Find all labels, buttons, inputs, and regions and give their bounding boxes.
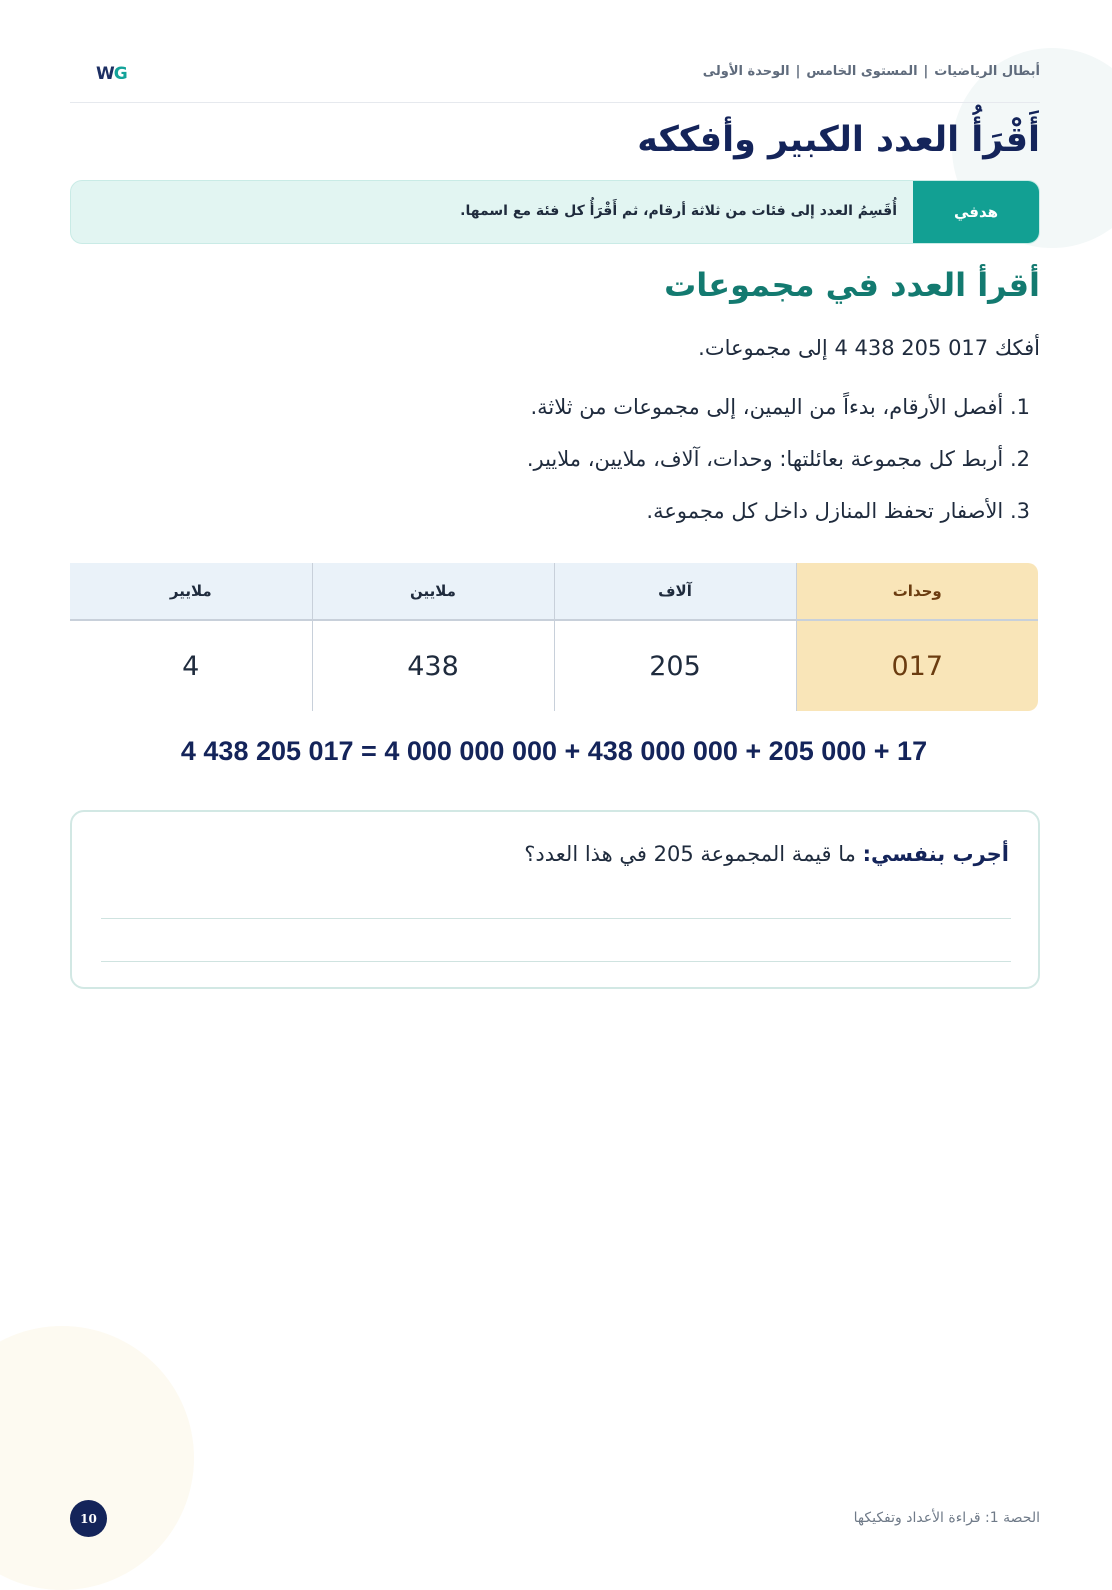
try-label: أجرب بنفسي: — [862, 842, 1009, 866]
breadcrumb-separator: | — [795, 64, 801, 79]
logo: WG — [96, 64, 127, 84]
answer-line[interactable] — [101, 918, 1011, 919]
number-groups-table — [70, 563, 1038, 711]
try-question: ما قيمة المجموعة 205 في هذا العدد؟ — [524, 842, 856, 866]
header-thousands: آلاف — [554, 563, 796, 620]
cell-thousands: 205 — [554, 620, 796, 711]
goal-text: أُقَسِمُ العدد إلى فئات من ثلاثة أرقام، ثم أَقْرَأُ كل فئة مع اسمها. — [460, 203, 897, 219]
steps-list — [527, 392, 1030, 548]
page-number: 10 — [70, 1500, 107, 1537]
goal-label: هدفي — [913, 181, 1039, 243]
cell-billions: 4 — [182, 650, 200, 682]
breadcrumb-item-level: المستوى الخامس — [806, 64, 918, 79]
page-title: أَقْرَأُ العدد الكبير وأفككه — [637, 120, 1040, 160]
answer-line[interactable] — [101, 961, 1011, 962]
intro-text: أفكك 017 205 438 4 إلى مجموعات. — [698, 336, 1040, 360]
header-units: وحدات — [796, 563, 1038, 620]
goal-banner — [70, 180, 1040, 244]
step-item: 2. أربط كل مجموعة بعائلتها: وحدات، آلاف، ملايين، ملايير. — [526, 447, 1030, 471]
header-millions: ملايين — [312, 563, 554, 620]
step-item: 1. أفصل الأرقام، بدءاً من اليمين، إلى مجموعات من ثلاثة. — [530, 395, 1030, 419]
header-billions: ملايير — [70, 563, 312, 620]
cell-units: 017 — [796, 620, 1038, 711]
table-header-row — [70, 563, 1038, 620]
table-row — [70, 620, 1038, 711]
cell-millions: 438 — [312, 620, 554, 711]
footer-lesson: الحصة 1: قراءة الأعداد وتفكيكها — [853, 1510, 1040, 1526]
decomposition-equation: 4 438 205 017 = 4 000 000 000 + 438 000 000 + 205 000 + 17 — [180, 736, 928, 766]
breadcrumb-separator: | — [923, 64, 929, 79]
try-prompt — [524, 842, 1009, 866]
breadcrumb-item-unit: الوحدة الأولى — [702, 64, 790, 79]
breadcrumb-item-series: أبطال الرياضيات — [934, 64, 1040, 79]
page-header — [70, 56, 1040, 103]
try-yourself-box — [70, 810, 1040, 989]
step-item: 3. الأصفار تحفظ المنازل داخل كل مجموعة. — [646, 499, 1030, 523]
section-title: أقرأ العدد في مجموعات — [664, 266, 1040, 304]
page — [70, 0, 1040, 1574]
breadcrumb — [703, 64, 1040, 79]
